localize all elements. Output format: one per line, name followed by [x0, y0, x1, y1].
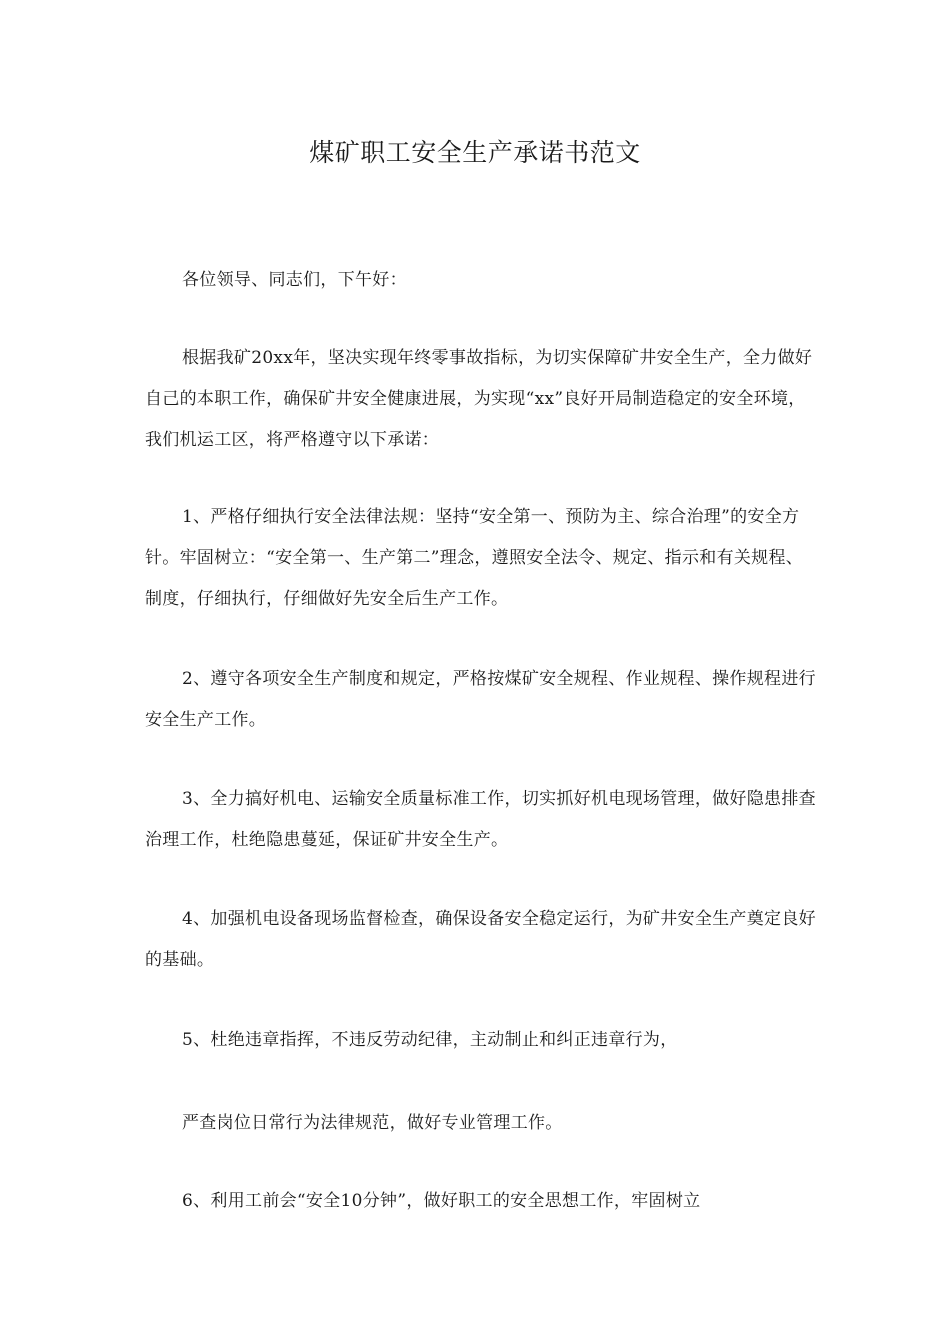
commitment-item-5: 5、杜绝违章指挥，不违反劳动纪律，主动制止和纠正违章行为， — [182, 1030, 678, 1050]
intro-paragraph: 根据我矿20xx年，坚决实现年终零事故指标，为切实保障矿井安全生产，全力做好自己的本职工作，确保矿井安全健康进展，为实现“xx”良好开局制造稳定的安全环境，我们机运工区，将严格遵守以下承诺： — [145, 348, 813, 450]
greeting-paragraph: 各位领导、同志们，下午好： — [182, 270, 407, 290]
commitment-item-1: 1、严格仔细执行安全法律法规：坚持“安全第一、预防为主、综合治理”的安全方针。牢固树立：“安全第一、生产第二”理念，遵照安全法令、规定、指示和有关规程、制度，仔细执行，仔细做好先安全后生产工作。 — [145, 507, 804, 609]
commitment-item-4: 4、加强机电设备现场监督检查，确保设备安全稳定运行，为矿井安全生产奠定良好的基础。 — [145, 909, 816, 970]
commitment-item-5-continued: 严查岗位日常行为法律规范，做好专业管理工作。 — [182, 1113, 563, 1133]
commitment-item-2: 2、遵守各项安全生产制度和规定，严格按煤矿安全规程、作业规程、操作规程进行安全生产工作。 — [145, 669, 816, 730]
document-title: 煤矿职工安全生产承诺书范文 — [309, 138, 641, 167]
commitment-item-3: 3、全力搞好机电、运输安全质量标准工作，切实抓好机电现场管理，做好隐患排查治理工作，杜绝隐患蔓延，保证矿井安全生产。 — [145, 789, 816, 850]
commitment-item-6: 6、利用工前会“安全10分钟”，做好职工的安全思想工作，牢固树立 — [182, 1191, 701, 1211]
